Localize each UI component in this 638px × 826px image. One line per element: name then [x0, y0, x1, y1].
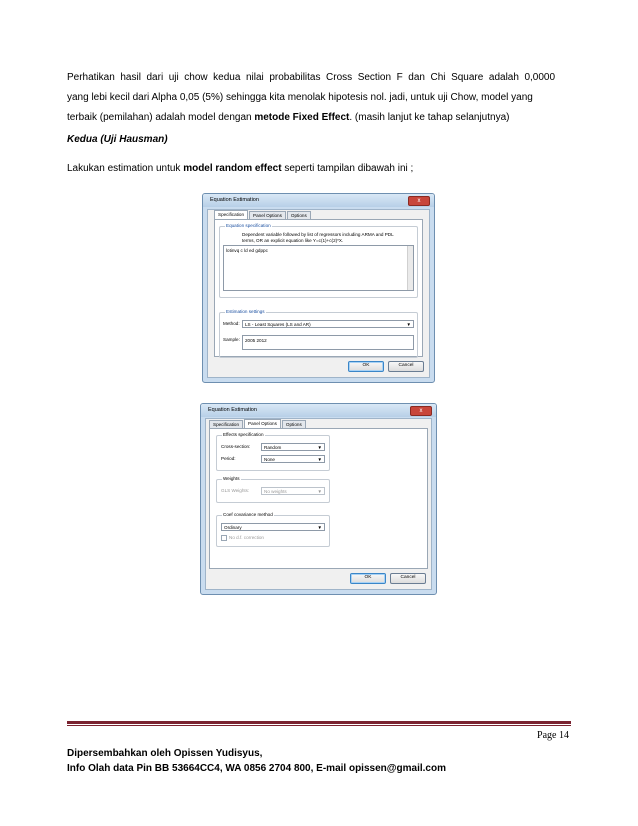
dialog-body: [205, 418, 432, 590]
dialog-body: [207, 209, 430, 378]
period-select[interactable]: [261, 455, 325, 463]
gls-weights-value: No weights: [264, 489, 287, 494]
sample-value: 2005 2012: [245, 338, 267, 343]
weights-label: Weights: [223, 476, 240, 481]
intro-line-3-start: terbaik (pemilahan) adalah model dengan: [67, 112, 255, 123]
tab-options[interactable]: Options: [287, 211, 311, 220]
equation-specification-group: [219, 223, 418, 298]
footer-contact: Info Olah data Pin BB 53664CC4, WA 0856 2704 800, E-mail opissen@gmail.com: [67, 763, 446, 774]
cross-section-select[interactable]: [261, 443, 325, 451]
checkbox-icon: [221, 535, 227, 541]
cross-section-value: Random: [264, 445, 282, 450]
random-effect-emphasis: model random effect: [183, 163, 282, 174]
tab-strip: [209, 419, 307, 428]
weights-group: [216, 476, 330, 503]
period-label: Period:: [221, 456, 236, 461]
cancel-button[interactable]: Cancel: [390, 573, 426, 584]
fixed-effect-emphasis: metode Fixed Effect: [254, 112, 350, 123]
sample-input[interactable]: [242, 335, 414, 350]
instruction-end: seperti tampilan dibawah ini ;: [281, 163, 414, 174]
dialog-title: Equation Estimation: [210, 197, 259, 203]
equation-scrollbar[interactable]: [407, 246, 413, 290]
no-df-correction-label: No d.f. correction: [229, 535, 264, 541]
tab-strip: [214, 210, 312, 219]
sample-label: Sample:: [223, 337, 240, 342]
chevron-down-icon: ▼: [317, 457, 322, 462]
dialog-titlebar[interactable]: [201, 404, 436, 417]
panel-options-panel: [209, 428, 428, 569]
coef-covariance-value: Ordinary: [224, 525, 242, 530]
cross-section-label: Cross-section:: [221, 444, 251, 449]
chevron-down-icon: ▼: [317, 445, 322, 450]
intro-line-2: yang lebi kecil dari Alpha 0,05 (5%) sehingga kita menolak hipotesis nol. jadi, untuk uji Chow, model yang: [67, 92, 533, 103]
cancel-button[interactable]: Cancel: [388, 361, 424, 372]
footer-rule-thin: [67, 725, 571, 726]
footer-rule-thick: [67, 721, 571, 724]
specification-panel: [214, 219, 423, 357]
dialog-title: Equation Estimation: [208, 407, 257, 413]
period-value: None: [264, 457, 275, 462]
chevron-down-icon: ▼: [317, 525, 322, 530]
intro-line-3-end: . (masih lanjut ke tahap selanjutnya): [349, 112, 510, 123]
section-heading: Kedua (Uji Hausman): [67, 134, 168, 145]
equation-input[interactable]: [223, 245, 414, 291]
gls-weights-label: GLS Weights:: [221, 488, 250, 493]
coef-covariance-label: Coef covariance method: [223, 512, 273, 517]
method-value: LS - Least Squares (LS and AR): [245, 322, 311, 327]
effects-specification-group: [216, 432, 330, 471]
coef-covariance-select[interactable]: [221, 523, 325, 531]
tab-panel-options[interactable]: Panel Options: [249, 211, 286, 220]
equation-estimation-dialog-specification: [202, 193, 435, 383]
page-number: Page 14: [537, 730, 569, 741]
instruction-paragraph: [67, 159, 567, 179]
estimation-settings-group: [219, 309, 418, 358]
tab-specification[interactable]: Specification: [214, 210, 248, 220]
chevron-down-icon: ▼: [317, 489, 322, 494]
tab-panel-options[interactable]: Panel Options: [244, 419, 281, 429]
estimation-settings-label: Estimation settings: [226, 309, 265, 314]
intro-paragraph: [67, 68, 567, 128]
close-icon[interactable]: x: [410, 406, 432, 416]
effects-specification-label: Effects specification: [223, 432, 264, 437]
gls-weights-select[interactable]: [261, 487, 325, 495]
tab-specification[interactable]: Specification: [209, 420, 243, 429]
equation-estimation-dialog-panel-options: [200, 403, 437, 595]
ok-button[interactable]: OK: [348, 361, 384, 372]
tab-options[interactable]: Options: [282, 420, 306, 429]
intro-line-3: [67, 108, 567, 128]
equation-specification-label: Equation specification: [226, 223, 271, 228]
footer-credit: Dipersembahkan oleh Opissen Yudisyus,: [67, 748, 263, 759]
no-df-correction-checkbox[interactable]: [221, 535, 264, 541]
close-icon[interactable]: x: [408, 196, 430, 206]
ok-button[interactable]: OK: [350, 573, 386, 584]
equation-text: lotinvq c ld ed gdppc: [226, 248, 268, 253]
method-label: Method:: [223, 321, 240, 326]
method-select[interactable]: [242, 320, 414, 328]
intro-line-1: Perhatikan hasil dari uji chow kedua nilai probabilitas Cross Section F dan Chi Square adalah 0,0000: [67, 72, 556, 83]
coef-covariance-group: [216, 512, 330, 547]
instruction-start: Lakukan estimation untuk: [67, 163, 184, 174]
dialog-titlebar[interactable]: [203, 194, 434, 207]
equation-help-text: Dependent variable followed by list of regressors including ARMA and PDL terms, OR an explicit equation like Y=c(1)+c(2)*X.: [242, 232, 394, 243]
chevron-down-icon: ▼: [406, 322, 411, 327]
